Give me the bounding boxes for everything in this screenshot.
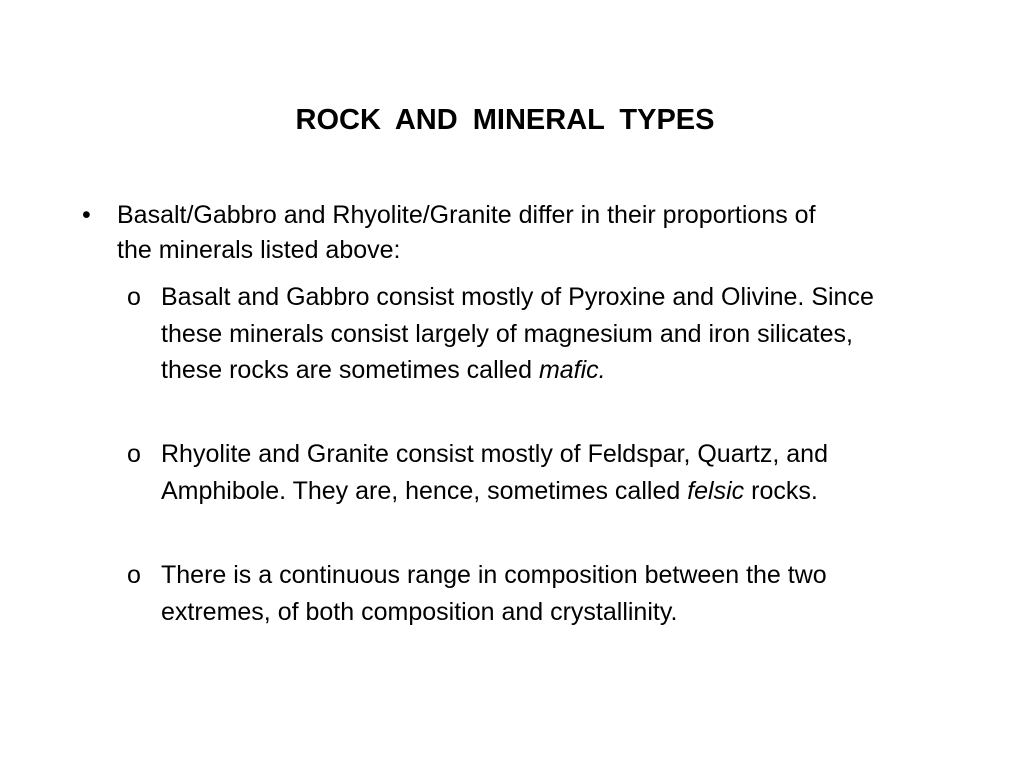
sub-bullet-text [161, 557, 921, 630]
emphasis-term-felsic: felsic [687, 476, 745, 505]
sub-bullet-text-main: There is a continuous range in composition between the two extremes, of both composition and crystallinity. [161, 561, 827, 626]
slide-title: ROCK AND MINERAL TYPES [295, 104, 715, 136]
sub-bullet-marker: o [127, 561, 141, 589]
bullet-text: Basalt/Gabbro and Rhyolite/Granite differ in their proportions of the minerals listed above: [117, 201, 816, 264]
sub-bullet-text-main: Rhyolite and Granite consist mostly of Feldspar, Quartz, and Amphibole. They are, hence, sometimes called [161, 440, 828, 505]
sub-bullet-text-tail: rocks. [744, 476, 818, 505]
emphasis-term-mafic: mafic. [538, 356, 606, 384]
sub-bullet-text [161, 436, 921, 509]
bullet-marker: • [82, 201, 91, 229]
sub-bullet-text [161, 279, 921, 389]
sub-bullet-marker: o [127, 440, 141, 468]
sub-bullet-text-main: Basalt and Gabbro consist mostly of Pyroxine and Olivine. Since these minerals consist largely of magnesium and iron silicates, these rocks are sometimes called [161, 283, 874, 384]
sub-bullet-marker: o [127, 283, 141, 311]
